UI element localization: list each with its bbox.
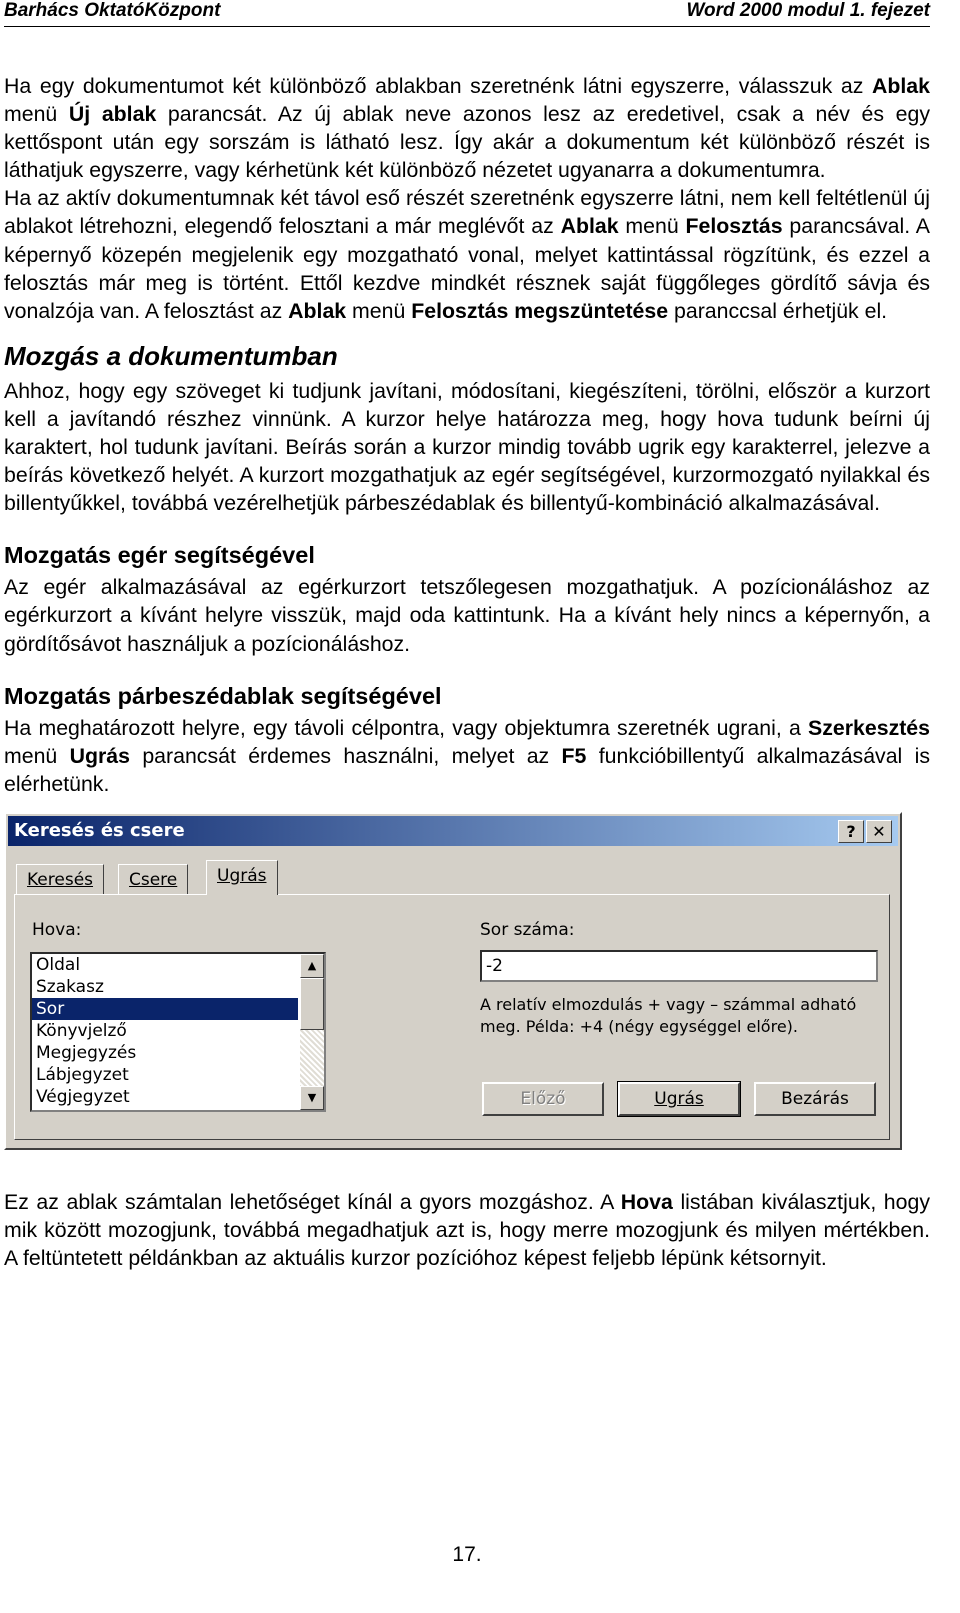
- list-item[interactable]: Végjegyzet: [36, 1086, 130, 1107]
- hova-listbox[interactable]: [30, 952, 326, 1112]
- hint-text: A relatív elmozdulás + vagy – számmal adható meg. Példa: +4 (négy egységgel előre).: [480, 994, 857, 1036]
- page-content: [4, 72, 930, 1272]
- header-right: Word 2000 modul 1. fejezet: [686, 0, 930, 21]
- header-rule: [4, 26, 930, 27]
- prev-button[interactable]: Előző: [482, 1082, 604, 1116]
- find-replace-dialog: [4, 812, 902, 1150]
- dialog-title: Keresés és csere: [14, 819, 185, 841]
- go-to-button[interactable]: Ugrás: [618, 1082, 740, 1116]
- list-item[interactable]: Lábjegyzet: [36, 1064, 129, 1085]
- close-button[interactable]: Bezárás: [754, 1082, 876, 1116]
- tab-kereses[interactable]: Keresés: [16, 864, 104, 895]
- tab-ugras[interactable]: Ugrás: [206, 860, 278, 895]
- list-item[interactable]: Szakasz: [36, 976, 104, 997]
- page-header: [4, 0, 930, 22]
- scroll-down-icon[interactable]: ▼: [300, 1086, 324, 1110]
- tab-csere[interactable]: Csere: [118, 864, 188, 895]
- scroll-thumb[interactable]: [300, 978, 324, 1030]
- heading-mozgas: Mozgás a dokumentumban: [4, 340, 338, 371]
- close-icon[interactable]: ✕: [866, 820, 892, 843]
- sor-szama-input[interactable]: -2: [480, 950, 878, 982]
- heading-parbeszed: Mozgatás párbeszédablak segítségével: [4, 682, 442, 709]
- page-number: 17.: [452, 1543, 482, 1566]
- paragraph-ugras: Ha meghatározott helyre, egy távoli célpontra, vagy objektumra szeretnék ugrani, a Szerkesztés menü Ugrás parancsát érdemes használni, melyet az F5 funkcióbillentyű alkalmazásával is elérhetünk.: [4, 715, 930, 796]
- dialog-titlebar: [8, 816, 898, 846]
- list-item-selected[interactable]: Sor: [32, 998, 298, 1020]
- paragraph-felosztas: Ha az aktív dokumentumnak két távol eső részét szeretnénk egyszerre látni, nem kell feltétlenül új ablakot létrehozni, elegendő felosztani a már meglévőt az Ablak menü Felosztás parancsával. A képernyő közepén megjelenik egy mozgatható vonal, melyet kattintással rögzítünk, és ezzel a felosztás már meg is történt. Ettől kezdve mindkét résznek saját függőleges gördítő sávja és vonalzója van. A felosztást az Ablak menü Felosztás megszüntetése paranccsal érhetjük el.: [4, 186, 931, 323]
- hova-label: Hova:: [32, 919, 82, 940]
- paragraph-hova: Ez az ablak számtalan lehetőséget kínál a gyors mozgáshoz. A Hova listában kiválasztjuk, hogy mik között mozogjunk, továbbá megadhatjuk azt is, hogy merre mozogjunk és milyen mértékben. A feltüntetett példánkban az aktuális kurzor pozícióhoz képest feljebb lépünk kétsornyit.: [4, 1189, 930, 1271]
- list-scrollbar[interactable]: [300, 954, 324, 1110]
- paragraph-eger: Az egér alkalmazásával az egérkurzort tetszőlegesen mozgathatjuk. A pozícionáláshoz az egérkurzort a kívánt helyre visszük, majd oda kattintunk. Ha a kívánt hely nincs a képernyőn, a gördítősávot használjuk a pozícionáláshoz.: [4, 575, 930, 656]
- sor-szama-label: Sor száma:: [480, 919, 575, 940]
- paragraph-kurzor: Ahhoz, hogy egy szöveget ki tudjunk javítani, módosítani, kiegészíteni, törölni, először a kurzort kell a javítandó részhez vinnünk. A kurzor helye határozza meg, hogy hova tudunk beírni új karaktert, hol tudunk javítani. Beírás során a kurzor mindig tovább ugrik egy karakterrel, jelezve a beírás következő helyét. A kurzort mozgathatjuk az egér segítségével, kurzormozgató nyilakkal és billentyűkkel, továbbá vezérelhetjük párbeszédablak és billentyű-kombináció alkalmazásával.: [4, 378, 930, 516]
- paragraph-uj-ablak: Ha egy dokumentumot két különböző ablakban szeretnénk látni egyszerre, válasszuk az Ablak menü Új ablak parancsát. Az új ablak neve azonos lesz az eredetivel, csak a név és egy kettőspont után egy sorszám is látható lesz. Így akár a dokumentum két különböző részét is láthatjuk egyszerre, vagy kérhetünk két különböző nézetet ugyanarra a dokumentumra.: [4, 74, 930, 183]
- help-button[interactable]: ?: [838, 820, 864, 843]
- list-item[interactable]: Könyvjelző: [36, 1020, 127, 1041]
- scroll-up-icon[interactable]: ▲: [300, 954, 324, 978]
- list-item[interactable]: Megjegyzés: [36, 1042, 137, 1063]
- list-item[interactable]: Oldal: [36, 954, 81, 975]
- heading-eger: Mozgatás egér segítségével: [4, 542, 315, 569]
- header-left: Barhács OktatóKözpont: [4, 0, 221, 21]
